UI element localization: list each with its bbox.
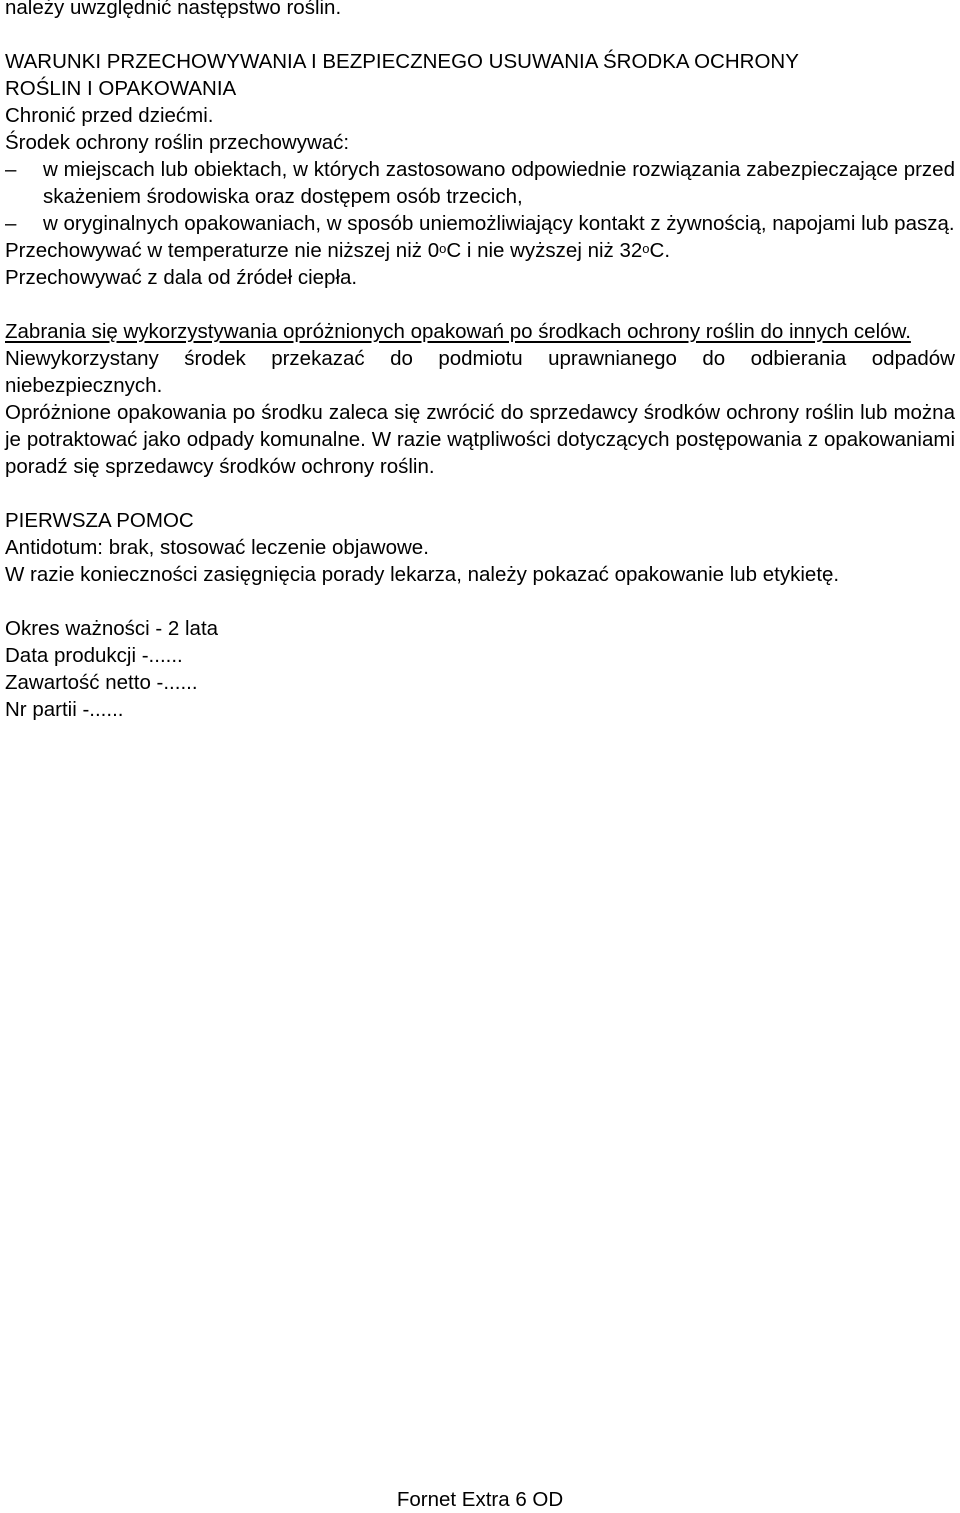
disposal-section [5,318,955,480]
page-footer: Fornet Extra 6 OD [396,1488,564,1511]
storage-condition-text: w miejscach lub obiektach, w których zastosowano odpowiednie rozwiązania zabezpieczające przed skażeniem środowiska oraz dostępem osób trzecich, [43,158,955,208]
storage-conditions-list [5,156,955,237]
storage-heading-line1: WARUNKI PRZECHOWYWANIA I BEZPIECZNEGO USUWANIA ŚRODKA OCHRONY [5,50,799,73]
temperature-prefix: Przechowywać w temperaturze nie niższej niż 0 [5,239,440,262]
reuse-prohibition-text: Zabrania się wykorzystywania opróżnionych opakowań po środkach ochrony roślin do innych celów. [5,320,911,343]
unused-product-instruction: Niewykorzystany środek przekazać do podmiotu uprawnianego do odbierania odpadów niebezpiecznych. [5,347,955,397]
storage-condition-text: w oryginalnych opakowaniach, w sposób uniemożliwiający kontakt z żywnością, napojami lub paszą. [43,212,955,235]
dash-bullet: – [5,158,17,181]
temperature-middle: C i nie wyższej niż 32 [446,239,643,262]
production-date: Data produkcji -...... [5,644,183,667]
doctor-advice-line: W razie konieczności zasięgnięcia porady lekarza, należy pokazać opakowanie lub etykietę. [5,563,840,586]
spacer [5,291,955,318]
storage-intro: Środek ochrony roślin przechowywać: [5,131,350,154]
document-page [5,0,955,723]
temperature-line [5,237,955,264]
antidote-line: Antidotum: brak, stosować leczenie objawowe. [5,536,429,559]
storage-condition-item [5,156,955,210]
first-aid-heading: PIERWSZA POMOC [5,509,194,532]
net-content: Zawartość netto -...... [5,671,198,694]
dash-bullet: – [5,212,17,235]
storage-condition-item [5,210,955,237]
reuse-prohibition [5,318,955,345]
temperature-suffix: C. [649,239,671,262]
spacer [5,21,955,48]
storage-heading-line2: ROŚLIN I OPAKOWANIA [5,77,237,100]
spacer [5,480,955,507]
intro-line: należy uwzględnić następstwo roślin. [5,0,342,19]
batch-number: Nr partii -...... [5,698,124,721]
first-aid-section [5,507,955,588]
degree-sign: o [642,241,650,256]
empty-packaging-instruction: Opróżnione opakowania po środku zaleca się zwrócić do sprzedawcy środków ochrony roślin lub można je potraktować jako odpady komunalne. W razie wątpliwości dotyczących postępowania z opakowaniami poradź się sprzedawcy środków ochrony roślin. [5,401,955,478]
children-warning: Chronić przed dziećmi. [5,104,214,127]
spacer [5,588,955,615]
degree-sign: o [439,241,447,256]
shelf-life: Okres ważności - 2 lata [5,617,219,640]
heat-warning: Przechowywać z dala od źródeł ciepła. [5,266,358,289]
storage-section [5,48,955,291]
product-info-section [5,615,955,723]
